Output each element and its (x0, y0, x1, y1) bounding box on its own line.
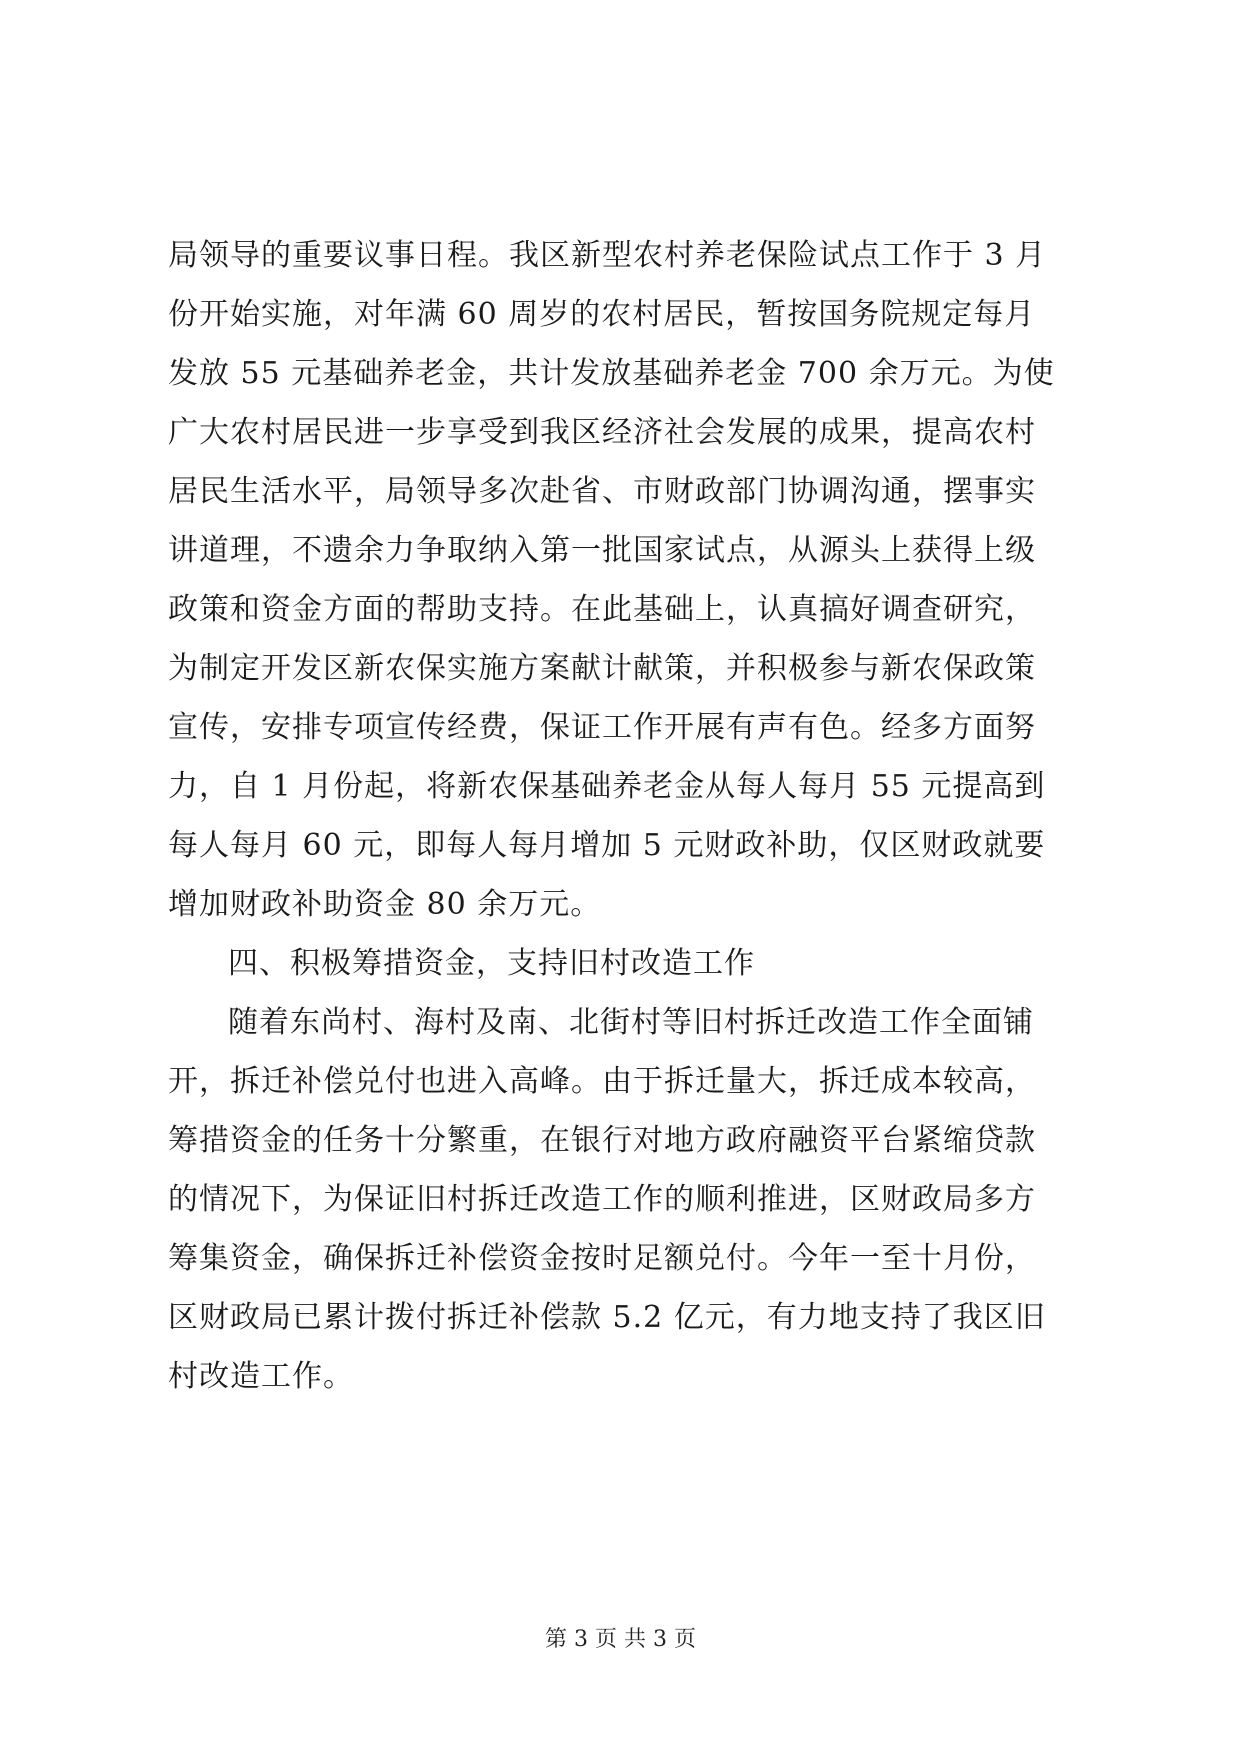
paragraph-1-line: 份开始实施，对年满 60 周岁的农村居民，暂按国务院规定每月 (168, 297, 1036, 332)
paragraph-1-line: 局领导的重要议事日程。我区新型农村养老保险试点工作于 3 月 (168, 238, 1047, 273)
paragraph-1-line: 居民生活水平，局领导多次赴省、市财政部门协调沟通，摆事实 (168, 474, 1036, 509)
paragraph-1-line: 政策和资金方面的帮助支持。在此基础上，认真搞好调查研究， (168, 592, 1036, 627)
paragraph-2-line: 区财政局已累计拨付拆迁补偿款 5.2 亿元，有力地支持了我区旧 (168, 1300, 1046, 1335)
paragraph-1-line: 宣传，安排专项宣传经费，保证工作开展有声有色。经多方面努 (168, 710, 1036, 745)
paragraph-1-line: 增加财政补助资金 80 余万元。 (168, 887, 602, 922)
paragraph-1-line: 发放 55 元基础养老金，共计发放基础养老金 700 余万元。为使 (168, 356, 1055, 391)
paragraph-2-line: 随着东尚村、海村及南、北街村等旧村拆迁改造工作全面铺 (228, 1005, 1034, 1040)
paragraph-2-line: 筹集资金，确保拆迁补偿资金按时足额兑付。今年一至十月份， (168, 1241, 1036, 1276)
page-footer (0, 1627, 1241, 1653)
paragraph-2-line: 筹措资金的任务十分繁重，在银行对地方政府融资平台紧缩贷款 (168, 1123, 1036, 1158)
paragraph-1-line: 每人每月 60 元，即每人每月增加 5 元财政补助，仅区财政就要 (168, 828, 1046, 863)
paragraph-1-line: 力，自 1 月份起，将新农保基础养老金从每人每月 55 元提高到 (168, 769, 1046, 804)
paragraph-2-line: 村改造工作。 (168, 1359, 354, 1394)
paragraph-2-line: 的情况下，为保证旧村拆迁改造工作的顺利推进，区财政局多方 (168, 1182, 1036, 1217)
page-number-label: 第 3 页 共 3 页 (545, 1627, 696, 1652)
paragraph-2-line: 开，拆迁补偿兑付也进入高峰。由于拆迁量大，拆迁成本较高， (168, 1064, 1036, 1099)
section-heading: 四、积极筹措资金，支持旧村改造工作 (228, 946, 755, 981)
document-body (168, 226, 1088, 1406)
paragraph-1-line: 讲道理，不遗余力争取纳入第一批国家试点，从源头上获得上级 (168, 533, 1036, 568)
paragraph-1-line: 为制定开发区新农保实施方案献计献策，并积极参与新农保政策 (168, 651, 1036, 686)
paragraph-1-line: 广大农村居民进一步享受到我区经济社会发展的成果，提高农村 (168, 415, 1036, 450)
